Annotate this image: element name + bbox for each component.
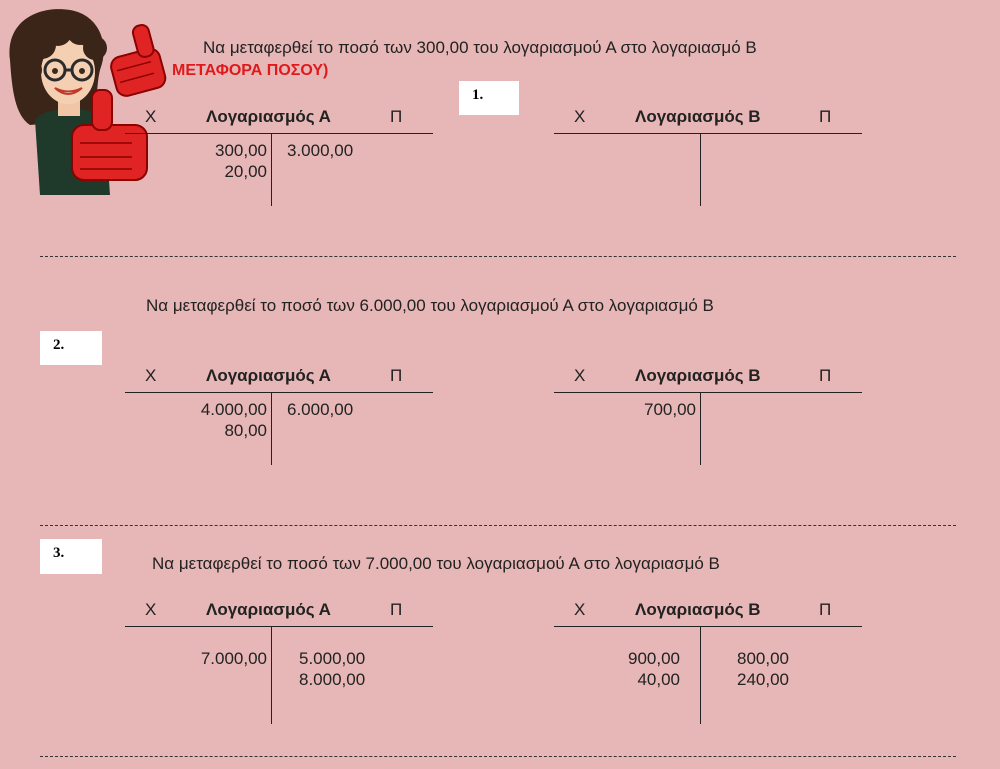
debit-entry: 20,00	[224, 162, 267, 181]
exercise-1-instruction: Να μεταφερθεί το ποσό των 300,00 του λογαριασμού Α στο λογαριασμό Β	[203, 38, 757, 57]
t-account-horizontal-line	[125, 626, 433, 627]
credit-label: Π	[390, 366, 403, 385]
exercise-3-account-b	[554, 600, 862, 750]
debit-entry: 40,00	[637, 670, 680, 689]
exercise-3-instruction: Να μεταφερθεί το ποσό των 7.000,00 του λογαριασμού Α στο λογαριασμό Β	[152, 554, 720, 573]
account-name: Λογαριασμός Α	[206, 600, 331, 619]
account-name: Λογαριασμός Β	[635, 107, 761, 126]
account-name: Λογαριασμός Β	[635, 600, 761, 619]
t-account-horizontal-line	[125, 392, 433, 393]
exercise-1-account-a	[125, 107, 433, 257]
exercise-2-account-a	[125, 366, 433, 516]
exercise-2-instruction: Να μεταφερθεί το ποσό των 6.000,00 του λογαριασμού Α στο λογαριασμό Β	[146, 296, 714, 315]
section-divider	[40, 525, 956, 526]
debit-entry: 80,00	[224, 421, 267, 440]
exercise-3-account-a	[125, 600, 433, 750]
t-account-vertical-line	[271, 393, 272, 465]
exercise-1-account-b	[554, 107, 862, 257]
debit-entries	[201, 399, 267, 441]
credit-label: Π	[819, 600, 832, 619]
section-divider	[40, 756, 956, 757]
exercise-3-number-box: 3.	[40, 539, 102, 574]
debit-label: Χ	[574, 600, 586, 619]
t-account-vertical-line	[271, 627, 272, 724]
exercise-1-number-box: 1.	[459, 81, 519, 115]
credit-entry: 5.000,00	[299, 649, 366, 668]
debit-entry: 7.000,00	[200, 649, 267, 668]
credit-entries	[287, 399, 353, 420]
debit-entry: 4.000,00	[200, 400, 267, 419]
debit-entry: 900,00	[628, 649, 680, 668]
section-divider	[40, 256, 956, 257]
t-account-vertical-line	[700, 393, 701, 465]
account-name: Λογαριασμός Α	[206, 107, 331, 126]
credit-entries	[299, 648, 365, 690]
credit-entries	[287, 140, 353, 161]
credit-label: Π	[390, 600, 403, 619]
t-account-vertical-line	[700, 134, 701, 206]
credit-entry: 6.000,00	[287, 400, 354, 419]
credit-entry: 800,00	[737, 649, 789, 668]
debit-entries	[620, 648, 680, 690]
account-name: Λογαριασμός Β	[635, 366, 761, 385]
t-account-horizontal-line	[554, 626, 862, 627]
credit-entries	[737, 648, 789, 690]
credit-label: Π	[819, 366, 832, 385]
debit-label: Χ	[145, 107, 157, 126]
t-account-vertical-line	[271, 134, 272, 206]
debit-entries	[215, 140, 267, 182]
debit-entries	[644, 399, 696, 420]
t-account-horizontal-line	[554, 133, 862, 134]
t-account-horizontal-line	[125, 133, 433, 134]
exercise-2-number-box: 2.	[40, 331, 102, 365]
debit-label: Χ	[145, 600, 157, 619]
credit-entry: 240,00	[737, 670, 789, 689]
debit-label: Χ	[574, 366, 586, 385]
page-title: ΜΕΤΑΦΟΡΑ ΠΟΣΟΥ)	[172, 62, 329, 79]
exercise-2-account-b	[554, 366, 862, 516]
debit-entries	[201, 648, 267, 669]
debit-entry: 700,00	[644, 400, 696, 419]
debit-label: Χ	[145, 366, 157, 385]
credit-label: Π	[390, 107, 403, 126]
credit-entry: 8.000,00	[299, 670, 366, 689]
credit-label: Π	[819, 107, 832, 126]
credit-entry: 3.000,00	[287, 141, 354, 160]
account-name: Λογαριασμός Α	[206, 366, 331, 385]
debit-entry: 300,00	[215, 141, 267, 160]
t-account-horizontal-line	[554, 392, 862, 393]
debit-label: Χ	[574, 107, 586, 126]
t-account-vertical-line	[700, 627, 701, 724]
